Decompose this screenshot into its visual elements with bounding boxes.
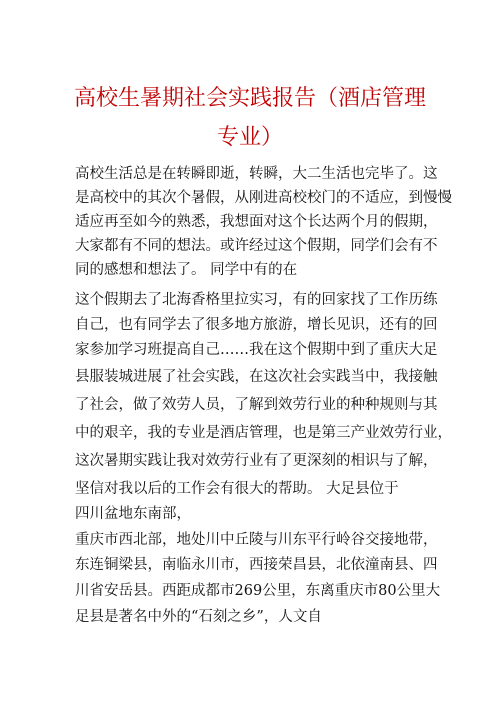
body-line-18: 足县是著名中外的“石刻之乡”，人文自 xyxy=(75,609,322,625)
body-line-13: 坚信对我以后的工作会有很大的帮助。 大足县位于 xyxy=(75,481,399,497)
body-line-3: 适应再至如今的熟悉，我想面对这个长达两个月的假期， xyxy=(75,214,438,230)
body-line-7: 自己，也有同学去了很多地方旅游，增长见识，还有的回 xyxy=(75,317,438,333)
body-line-8: 家参加学习班提高自己……我在这个假期中到了重庆大足 xyxy=(75,342,438,358)
body-line-15: 重庆市西北部，地处川中丘陵与川东平行岭谷交接地带， xyxy=(75,532,438,548)
body-line-16: 东连铜梁县，南临永川市，西接荣昌县，北依潼南县、四 xyxy=(75,557,438,573)
body-line-9: 县服装城进展了社会实践，在这次社会实践当中，我接触 xyxy=(75,369,438,385)
body-line-12: 这次暑期实践让我对效劳行业有了更深刻的相识与了解， xyxy=(75,453,438,469)
body-line-6: 这个假期去了北海香格里拉实习，有的回家找了工作历练 xyxy=(75,292,438,308)
body-line-5: 同的感想和想法了。 同学中有的在 xyxy=(75,262,298,278)
body-line-14: 四川盆地东南部， xyxy=(75,506,191,522)
body-line-1: 高校生活总是在转瞬即逝，转瞬，大二生活也完毕了。这 xyxy=(75,166,438,182)
body-line-17: 川省安岳县。西距成都市269公里，东离重庆市80公里大 xyxy=(75,583,441,599)
document-title-line-2: 专业） xyxy=(216,125,283,150)
body-line-11: 中的艰辛，我的专业是酒店管理，也是第三产业效劳行业， xyxy=(75,425,452,441)
body-line-10: 了社会，做了效劳人员，了解到效劳行业的种种规则与其 xyxy=(75,397,438,413)
document-title-line-1: 高校生暑期社会实践报告（酒店管理 xyxy=(73,86,426,111)
body-line-2: 是高校中的其次个暑假，从刚进高校校门的不适应，到慢慢 xyxy=(75,190,452,206)
body-line-4: 大家都有不同的想法。或许经过这个假期，同学们会有不 xyxy=(75,238,438,254)
